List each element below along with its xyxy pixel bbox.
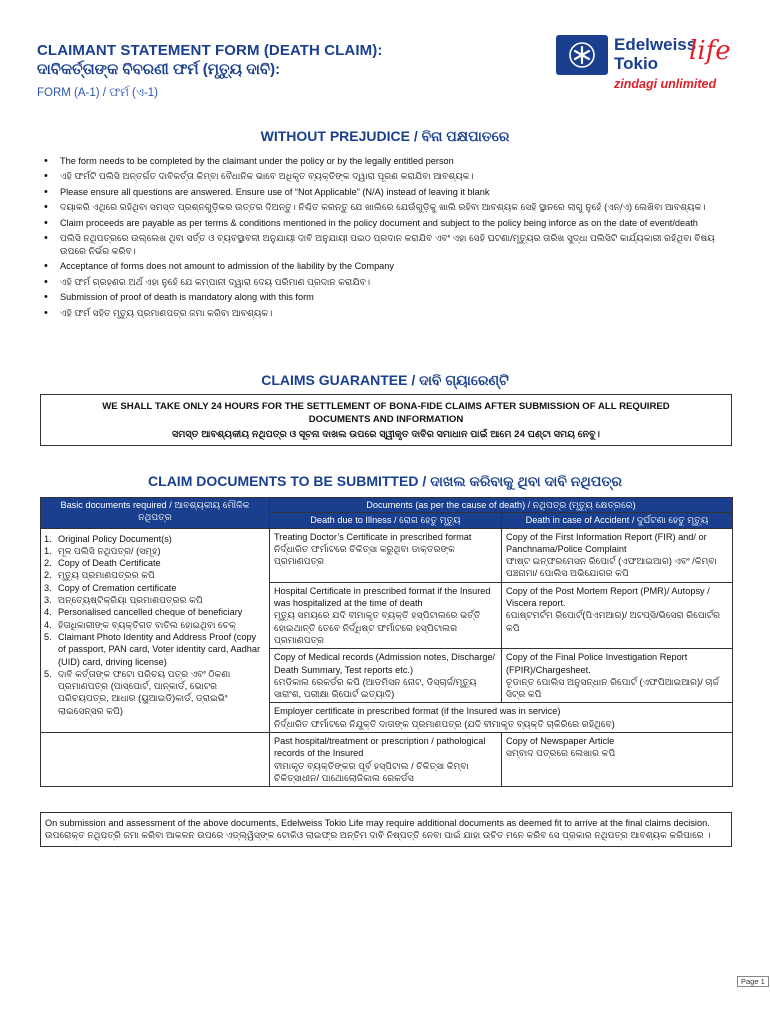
list-item: 3. ଅନ୍ତ୍ୟେଷ୍ଟିକ୍ରିୟା ପ୍ରମାଣପତ୍ରର କପି <box>44 595 203 606</box>
list-item: 3. Copy of Cremation certificate <box>44 582 177 593</box>
list-item: 2. ମୃତ୍ୟୁ ପ୍ରମାଣପତ୍ରର କପି <box>44 570 155 581</box>
list-item: • ପଲିସି ନଥିପତ୍ରରେ ଉଲ୍ଲେଖ ଥିବା ସର୍ତ୍ତ ଓ ବ୍ୟବସ୍ଥାବଳୀ ଅନୁଯାୟୀ ଦାବି ଅନୁଯାୟୀ ପଇଠ ପ୍ରଦାନ କରାଯିବ ଏବଂ ଏହା ସେହି ଘଟଣା/ମୃତ୍ୟୁର ତାରିଖ ସୁଦ୍ଧା ପଲିସିଟି କାର୍ଯ୍ୟକାରୀ ରହିଥିବା ବିଷୟ ଉପରେ ନିର୍ଭର କରିବ। <box>42 232 732 257</box>
table-row <box>41 733 733 787</box>
list-item: • Acceptance of forms does not amount to admission of the liability by the Company <box>42 260 732 272</box>
table-header-row <box>41 498 733 513</box>
section-title-prejudice: WITHOUT PREJUDICE / ବିନା ପକ୍ଷପାତରେ <box>260 128 510 144</box>
illness-doc-cell: Copy of Medical records (Admission notes, Discharge/ Death Summary, Test reports etc.) ମେଡିକାଲ ରେକର୍ଡର କପି (ଆଡମିସନ ନୋଟ, ଡିସ୍‌ଚାର୍ଜ/ମୃତ୍ୟୁ ସାରାଂଶ, ପରୀକ୍ଷା ରିପୋର୍ଟ ଇତ୍ୟାଦି) <box>270 649 502 703</box>
basic-docs-empty-cell <box>41 733 270 787</box>
accident-doc-cell: Copy of the Final Police Investigation Report (FPIR)/Chargesheet. ଚୂଡାନ୍ତ ପୋଲିସ ଅନୁସନ୍ଧାନ ରିପୋର୍ଟ (ଏଫପିଆଇଆର)/ ଚାର୍ଜ ସିଟ୍‌ର କପି <box>502 649 733 703</box>
accident-doc-cell: Copy of the Post Mortem Report (PMR)/ Autopsy / Viscera report. ପୋଷ୍ଟମର୍ଟମ ରିପୋର୍ଟ(ପିଏମଆର)/ ଅଟପ୍ସି/ଭିସେରା ରିପୋର୍ଟର କପି <box>502 582 733 648</box>
list-item: • Claim proceeds are payable as per terms & conditions mentioned in the policy document and subject to the policy being inforce as on the date of event/death <box>42 217 732 229</box>
newspaper-doc-cell: Copy of Newspaper Article ସମ୍ବାଦ ପତ୍ରରେ ଲେଖାର କପି <box>502 733 733 787</box>
prejudice-bullet-list <box>42 155 732 322</box>
cause-docs-header: Documents (as per the cause of death) / ନଥିପତ୍ର (ମୃତ୍ୟୁ କ୍ଷେତ୍ରରେ) <box>270 498 733 513</box>
claim-documents-table <box>40 497 733 787</box>
accident-header: Death in case of Accident / ଦୁର୍ଘଟଣା ହେତୁ ମୃତ୍ୟୁ <box>502 513 733 528</box>
list-item: 4. Personalised cancelled cheque of beneficiary <box>44 607 243 618</box>
accident-doc-cell: Copy of the First Information Report (FIR) and/ or Panchnama/Police Complaint ଫାଷ୍ଟ ଇନ୍‌ଫରମେସନ ରିପୋର୍ଟ (ଏଫଆଇଆର) ଏବଂ /କିମ୍ବା ପଞ୍ଚନାମା/ ପୋଲିସ ଅଭିଯୋଗର କପି <box>502 528 733 582</box>
illness-header: Death due to Illness / ରୋଗ ହେତୁ ମୃତ୍ୟୁ <box>270 513 502 528</box>
past-hospital-doc-cell: Past hospital/treatment or prescription / pathological records of the Insured ବୀମାକୃତ ବ୍ୟକ୍ତିଙ୍କର ପୂର୍ବ ହସ୍ପିଟାଲ / ଚିକିତ୍ସା କିମ୍ବା ଚିକିତ୍ସାଧୀନ/ ପାଥୋଲୋଜିକାଲ ରେକର୍ଡସ <box>270 733 502 787</box>
list-item: • The form needs to be completed by the claimant under the policy or by the legally entitled person <box>42 155 732 167</box>
illness-doc-cell: Treating Doctor’s Certificate in prescribed format ନିର୍ଦ୍ଧାରିତ ଫର୍ମାଟରେ ଚିକିତ୍ସା କରୁଥିବା ଡାକ୍ତରଙ୍କ ପ୍ରମାଣପତ୍ର <box>270 528 502 582</box>
basic-docs-header: Basic documents required / ଆବଶ୍ୟକୀୟ ମୌଳିକ ନଥିପତ୍ର <box>41 498 270 529</box>
star-logo-icon <box>565 40 599 70</box>
page-number: Page 1 <box>737 976 769 987</box>
list-item: • ଏହି ଫର୍ମ ସହିତ ମୃତ୍ୟୁ ପ୍ରମାଣପତ୍ର ଜମା କରିବା ଆବଶ୍ୟକ। <box>42 307 732 319</box>
list-item: 2. Copy of Death Certificate <box>44 558 161 569</box>
illness-doc-cell: Hospital Certificate in prescribed format if the Insured was hospitalized at the time of death ମୃତ୍ୟୁ ସମୟରେ ଯଦି ବୀମାକୃତ ବ୍ୟକ୍ତି ହସ୍ପିଟାଲରେ ଭର୍ତ୍ତି ହୋଇଥାନ୍ତି ତେବେ ନିର୍ଦ୍ଧିଷ୍ଟ ଫର୍ମାଟରେ ହସ୍ପିଟାଲର ପ୍ରମାଣପତ୍ର <box>270 582 502 648</box>
page-title-odia: ଦାବିକର୍ତ୍ତାଙ୍କ ବିବରଣୀ ଫର୍ମ (ମୃତ୍ୟୁ ଦାବି): <box>37 61 281 78</box>
additional-documents-note <box>40 812 732 847</box>
list-item: • Please ensure all questions are answered. Ensure use of “Not Applicable” (N/A) instead of leaving it blank <box>42 186 732 198</box>
list-item: 5. ଦାବି କର୍ତ୍ତାଙ୍କ ଫଟୋ ପରିଚୟ ପତ୍ର ଏବଂ ଠିକଣା ପ୍ରମାଣପତ୍ର (ପାସ୍‌ପୋର୍ଟ, ପାନ୍‌କାର୍ଡ, ଭୋଟର ପରିଚୟପତ୍ର, ଆଧାର (ୟୁଆଇଡି)କାର୍ଡ, ଡ୍ରାଇଭିଂ ଲାଇସେନ୍ସର କପି) <box>44 668 231 716</box>
company-logo <box>556 35 732 93</box>
list-item: 1. ମୂଳ ପଲିସି ନଥିପତ୍ର/ (ସମୂହ) <box>44 545 161 556</box>
guarantee-text-en: WE SHALL TAKE ONLY 24 HOURS FOR THE SETTLEMENT OF BONA-FIDE CLAIMS AFTER SUBMISSION OF ALL REQUIRED DOCUMENTS AND INFORMATION <box>102 401 670 425</box>
note-text-en: On submission and assessment of the above documents, Edelweiss Tokio Life may require additional documents as deemed fit to arrive at the final claims decision. <box>45 818 710 828</box>
header <box>37 42 537 100</box>
guarantee-text-or: ସମସ୍ତ ଆବଶ୍ୟକୀୟ ନଥିପତ୍ର ଓ ସୂଚନା ଦାଖଲ ଉପରେ ସ୍ୱୀକୃତ ଦାବିର ସମାଧାନ ପାଇଁ ଆମେ 24 ଘଣ୍ଟା ସମୟ ନେବୁ। <box>172 429 600 440</box>
logo-text-edelweiss: Edelweiss <box>614 35 697 54</box>
table-row <box>41 528 733 582</box>
logo-text-tokio: Tokio <box>614 54 659 73</box>
list-item: 1. Original Policy Document(s) <box>44 533 172 544</box>
logo-tagline: zindagi unlimited <box>614 77 717 91</box>
list-item: 4. ହିତାଧିକାରୀଙ୍କ ବ୍ୟକ୍ତିଗତ ବାତିଲ ହୋଇଥିବା ଚେକ୍ <box>44 619 236 630</box>
list-item: 5. Claimant Photo Identity and Address Proof (copy of passport, PAN card, Voter identity card, Aadhar (UID) card, driving license) <box>44 631 261 667</box>
guarantee-box <box>40 394 732 446</box>
employer-doc-cell: Employer certificate in prescribed format (if the Insured was in service) ନିର୍ଦ୍ଧାରିତ ଫର୍ମାଟରେ ନିଯୁକ୍ତି ଦାତାଙ୍କ ପ୍ରମାଣପତ୍ର (ଯଦି ବୀମାକୃତ ବ୍ୟକ୍ତି ଚାକିରିରେ ରହିଥିବେ) <box>270 703 733 733</box>
list-item: • ଏହି ଫର୍ମ ଗ୍ରହଣର ଅର୍ଥ ଏହା ନୁହେଁ ଯେ କମ୍ପାନୀ ଦ୍ୱାରା ଦେୟ ପରିମାଣ ପ୍ରଦାନ କରାଯିବ। <box>42 276 732 288</box>
section-title-guarantee: CLAIMS GUARANTEE / ଦାବି ଗ୍ୟାରେଣ୍ଟି <box>261 372 509 388</box>
logo-mark <box>556 35 608 75</box>
form-code: FORM (A-1) / ଫର୍ମ (ଏ-1) <box>37 87 158 99</box>
page-title: CLAIMANT STATEMENT FORM (DEATH CLAIM): <box>37 42 383 59</box>
list-item: • ଦୟାକରି ଏଥିରେ ରହିଥିବା ସମସ୍ତ ପ୍ରଶ୍ନଗୁଡ଼ିକର ଉତ୍ତର ଦିଅନ୍ତୁ। ନିଶ୍ଚିତ କରନ୍ତୁ ଯେ ଖାଲିରେ ଯେଉଁଗୁଡ଼ିକୁ ଖାଲି ରହିବା ଆବଶ୍ୟକ ସେହି ସ୍ଥାନରେ ଲାଗୁ ନୁହେଁ (ଏନ୍/ଏ) ଲେଖିବା ଆବଶ୍ୟକ। <box>42 201 732 213</box>
logo-text-life: life <box>689 36 731 66</box>
basic-docs-cell <box>41 528 270 732</box>
list-item: • Submission of proof of death is mandatory along with this form <box>42 291 732 303</box>
list-item: • ଏହି ଫର୍ମଟି ପଲିସି ଅନ୍ତର୍ଗତ ଦାବିକର୍ତ୍ତା କିମ୍ବା ବୈଧାନିକ ଭାବେ ଅଧିକୃତ ବ୍ୟକ୍ତିଙ୍କ ଦ୍ୱାରା ପୂରଣ କରାଯିବା ଆବଶ୍ୟକ। <box>42 170 732 182</box>
basic-docs-list <box>44 533 266 717</box>
note-text-or: ଉପରୋକ୍ତ ନଥିପତ୍ରି ଜମା କରିବା ଆକଳନ ଉପରେ ଏଡ୍‌ଲ୍‌ୱିସ୍‌ଙ୍କ ଟୋକିଓ ଲାଇଫ୍‌ର ଅନ୍ତିମ ଦାବି ନିଷ୍ପତ୍ତି ନେବା ପାଇଁ ଯାହା ଉଚିତ ମନେ କରିବ ସେ ପ୍ରକାର ନଥିପତ୍ର ଆବଶ୍ୟକ କରିପାରେ । <box>45 830 711 841</box>
section-title-claim-docs: CLAIM DOCUMENTS TO BE SUBMITTED / ଦାଖଲ କରିବାକୁ ଥିବା ଦାବି ନଥିପତ୍ର <box>148 473 622 489</box>
